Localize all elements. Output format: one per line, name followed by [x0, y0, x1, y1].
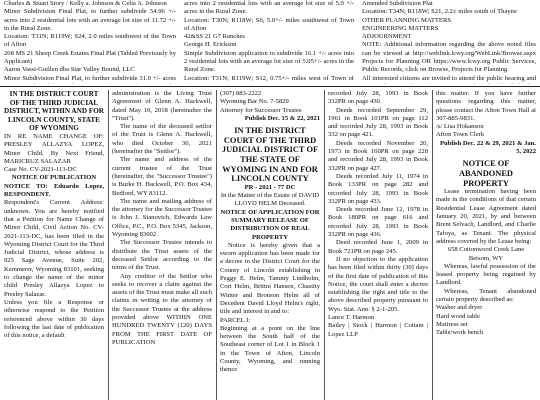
- section-heading: ADJOURNMENT: [362, 33, 412, 41]
- paragraph: Aaron Vassi-Guillen dba Star Valley Bound, LLC: [4, 66, 135, 74]
- legal-notice-estate: [220, 90, 320, 400]
- legal-notice-abandoned: [436, 90, 536, 400]
- section-heading: OTHER PLANNING MATTERS: [362, 16, 452, 24]
- section-heading: ENGINEERING MATTERS: [362, 24, 439, 32]
- notice-body: Respondent's Current Address: unknown. You are hereby notified that a Petition for Name Change of Minor Child, Civil Action No. CV-2021-113-DC, has been filed in the Wyoming District Court for the Third Judicial District, whose address is 925 Sage Avenue, Suite 202, Kemmerer, Wyoming 83101, seeking to change the name of the minor child Presley Allazya Lopez to Presley Salazar.: [4, 199, 104, 298]
- notice-body: Whereas, lawful possession of the leased property being regained by Landlord.: [436, 262, 536, 287]
- paragraph: Charles & Stuart Story / Kelly a. Johnson & Celia A. Johnson: [4, 0, 167, 7]
- attorney-contact: (307) 883-2222 Wyoming Bar No. 7-5829 Attorney for Successor Trustee: [220, 90, 302, 114]
- publish-date: Publish Dec. 15 & 22, 2021: [244, 114, 320, 122]
- notice-body: Any creditor of the Settlor who seeks to recover a claim against the assets of the Trust must make all such claims in writing to the attorney of the Successor Trustee at the address provided above WITHIN ONE HUNDRED TWENTY (120) DAYS FROM THE FIRST DATE OF PUBLICATION: [112, 272, 212, 346]
- property-address: 658 Cottonwood Creek Lane Betsom, WY: [447, 246, 525, 262]
- legal-notice-name-change: [4, 90, 104, 400]
- deed-record: Deeds recorded November 26, 1973 in Book 160PR on page 228 and recorded July 28, 1993 in Book 332PR on page 427.: [328, 139, 428, 172]
- notice-body: The Successor Trustee intends to distribute the Trust assets of the deceased Settlor according to the terms of the Trust.: [112, 239, 212, 272]
- top-column-3: [362, 0, 536, 84]
- estate-caption: In the Matter of the Estate of DAVID LLOYD HELM Deceased.: [220, 192, 320, 208]
- top-column-2: [184, 0, 354, 84]
- paragraph: Minor Subdivision Final Plat, to further subdivide 54.96 +/- acres into 2 residential lots with an average lot size of 11.72 +/- in the Rural Zone.: [4, 8, 176, 32]
- notice-body: The name of the deceased settlor of the Trust is Glenn A. Hackwell, who died October 30, 2021 (hereinafter the "Settlor").: [112, 123, 212, 156]
- section-divider: [0, 86, 540, 87]
- publish-date: Publish Dec. 22 & 29, 2021 & Jan. 5, 2022: [440, 139, 536, 156]
- notice-body: administration is the Living Trust Agreement of Glenn A. Hackwell, dated May 10, 2018 (hereinafter the "Trust").: [112, 90, 212, 122]
- notice-body: Unless you file a Response or otherwise respond to the Petition referenced above within 30 days following the last date of publication of this notice, a default: [4, 298, 104, 340]
- deed-record: Deeds recorded September 29, 1961 in Book 101PR on page 112 and recorded July 28, 1993 in Book 332 on page 421.: [328, 106, 428, 139]
- paragraph: Location: T34N; R118W; S21, 2.2± miles south of Thayne: [362, 8, 517, 16]
- column-rule: [108, 90, 109, 400]
- notice-title: NOTICE OF PUBLICATION: [11, 174, 97, 182]
- case-caption: IN RE NAME CHANGE OF: PRESLEY ALLAZYA LOPEZ, Minor Child, By Next Friend, MARICRUZ SALAZAR: [4, 132, 104, 165]
- column-rule: [432, 90, 433, 400]
- signer-name: Lance T. Harmon: [328, 314, 375, 322]
- probate-number: PR - 2021 - 77 DC: [244, 183, 296, 191]
- notice-body: this matter. If you have further questions regarding this matter, please contact the Afton Town Hall at 307-885-9831.: [436, 90, 536, 122]
- notice-body: Notice is hereby given that a sworn application has been made for a decree in the District Court for the County of Lincoln establishing in Peggy E. Helm, Tammy Lindholm, Cori Helm, Brittni Hansen, Chastity Winter and Bronson Helm all of Decedent David Lloyd Helm's right, title and interest in and to:: [220, 241, 320, 316]
- notice-body: If no objection to the application has been filed within thirty (30) days of the first date of publication of this Notice, the court shall enter a decree establishing the right and title to the above described property pursuant to Wyo. Stat. Ann. § 2-1-205.: [328, 255, 428, 313]
- paragraph: Amended Subdivision Plat: [362, 0, 433, 7]
- notice-to: NOTICE TO: Eduardo Lopez, RESPONDENT.: [4, 182, 104, 199]
- notice-body: Lease termination having been made in the conditions of that certain Residential Lease Agreement dated January 20, 2021, by and between Brent Selvach, Landlord, and Charlie Tafoya, as Tenant. The physical address covered by the Lease being:: [436, 188, 536, 245]
- parcel-label: PARCEL I:: [220, 316, 251, 324]
- paragraph: Location: T30N; R118W; S6, 5.0+/- miles southwest of Town of Afton: [184, 16, 354, 32]
- paragraph: NOTE: Additional information regarding the above noted files can be viewed at http://weblink.lcwy.org/WebLink/Browse.aspx Projects for Planning OR https://www.lcwy.org Public Services, Public Records, click on Browse, Projects for Planning: [362, 41, 536, 74]
- paragraph: 208 MS 21 Sheep Creek Estates Final Plat (Tabled Previously by Applicant): [4, 49, 176, 66]
- case-number: Case No. CV-2021-113-DC: [4, 166, 77, 174]
- paragraph: Location: T31N; R119W; S24, 2.0 miles southwest of the Town of Afton: [4, 33, 176, 49]
- paragraph: Location: T31N; R119W; S12, 0.75+/- miles west of Town of: [184, 74, 354, 82]
- law-firm: Bailey | Stock | Harmon | Cottam | Lopez LLP: [328, 322, 428, 338]
- paragraph: 42&SS 21 G7 Ranches: [184, 33, 245, 41]
- column-rule: [216, 90, 217, 400]
- paragraph: All interested citizens are invited to attend the public hearing and: [362, 74, 536, 82]
- signature: /s/ Lisa Hokanson Afton Town Clerk: [436, 123, 485, 139]
- parcel-description: Beginning at a point on the line between the South half of the Southeast corner of Lot 1 in Block 1 in the Town of Afton, Lincoln County, Wyoming, and running thence: [220, 324, 320, 374]
- paragraph: Minor Subdivision Final Plat, to further subdivide 31.0 +/- acres: [4, 74, 176, 82]
- notice-heading: NOTICE OF ABANDONED PROPERTY: [459, 159, 513, 188]
- legal-notice-deeds: [328, 90, 428, 400]
- paragraph: acres into 2 residential lots with an average lot size of 5.0 +/- acres in the Rural Zone.: [184, 0, 354, 16]
- top-column-1: [4, 0, 176, 84]
- legal-notice-trust: [112, 90, 212, 400]
- court-heading: IN THE DISTRICT COURT OF THE THIRD JUDICIAL DISTRICT OF THE STATE OF WYOMING IN AND FOR LINCOLN COUNTY: [221, 126, 319, 184]
- notice-body: The name and mailing address of the attorney for the Successor Trustee is John J. Stanovich, Edwards Law Office, P.C., P.O. Box 5345, Jackson, Wyoming 83002.: [112, 197, 212, 239]
- column-rule: [324, 90, 325, 400]
- notice-body: recorded July 28, 1993 in Book 332PR on page 430.: [328, 90, 428, 106]
- deed-record: Deeds recorded June 12, 1978 in Book 180PR on page 616 and recorded July 28, 1993 in Book 332PR on page 436.: [328, 206, 428, 239]
- property-list: Washer and dryer Hard wood table Mattress set Table/work bench: [436, 304, 484, 337]
- paragraph: George H. Erickson: [184, 41, 237, 49]
- notice-body: The name and address of the current trustee of the Trust (hereinafter, the "Successor Trustee") is Burke H. Hackwell, P.O. Box 434, Bedford, WY 83112.: [112, 156, 212, 197]
- deed-record: Deeds recorded July 11, 1974 in Book 133PR on page 282 and recorded July 28, 1993 in Book 332PR on page 433.: [328, 172, 428, 205]
- notice-body: Whereas, Tenant abandoned certain property described as:: [436, 287, 536, 304]
- court-heading: IN THE DISTRICT COURT OF THE THIRD JUDICIAL DISTRICT, WITHIN AND FOR LINCOLN COUNTY, STATE OF WYOMING: [4, 90, 104, 133]
- deed-record: Deed recorded June 1, 2009 in Book 721PR on page 245.: [328, 239, 428, 255]
- notice-title: NOTICE OF APPLICATION FOR SUMMARY RELEASE OF DISTRIBUTION OF REAL PROPERTY: [220, 208, 320, 241]
- paragraph: Simple Subdivision application to subdivide 16.1 +/- acres into 2 residential lots with an average lot size of 5.05+/- acres in the Rural Zone.: [184, 49, 354, 74]
